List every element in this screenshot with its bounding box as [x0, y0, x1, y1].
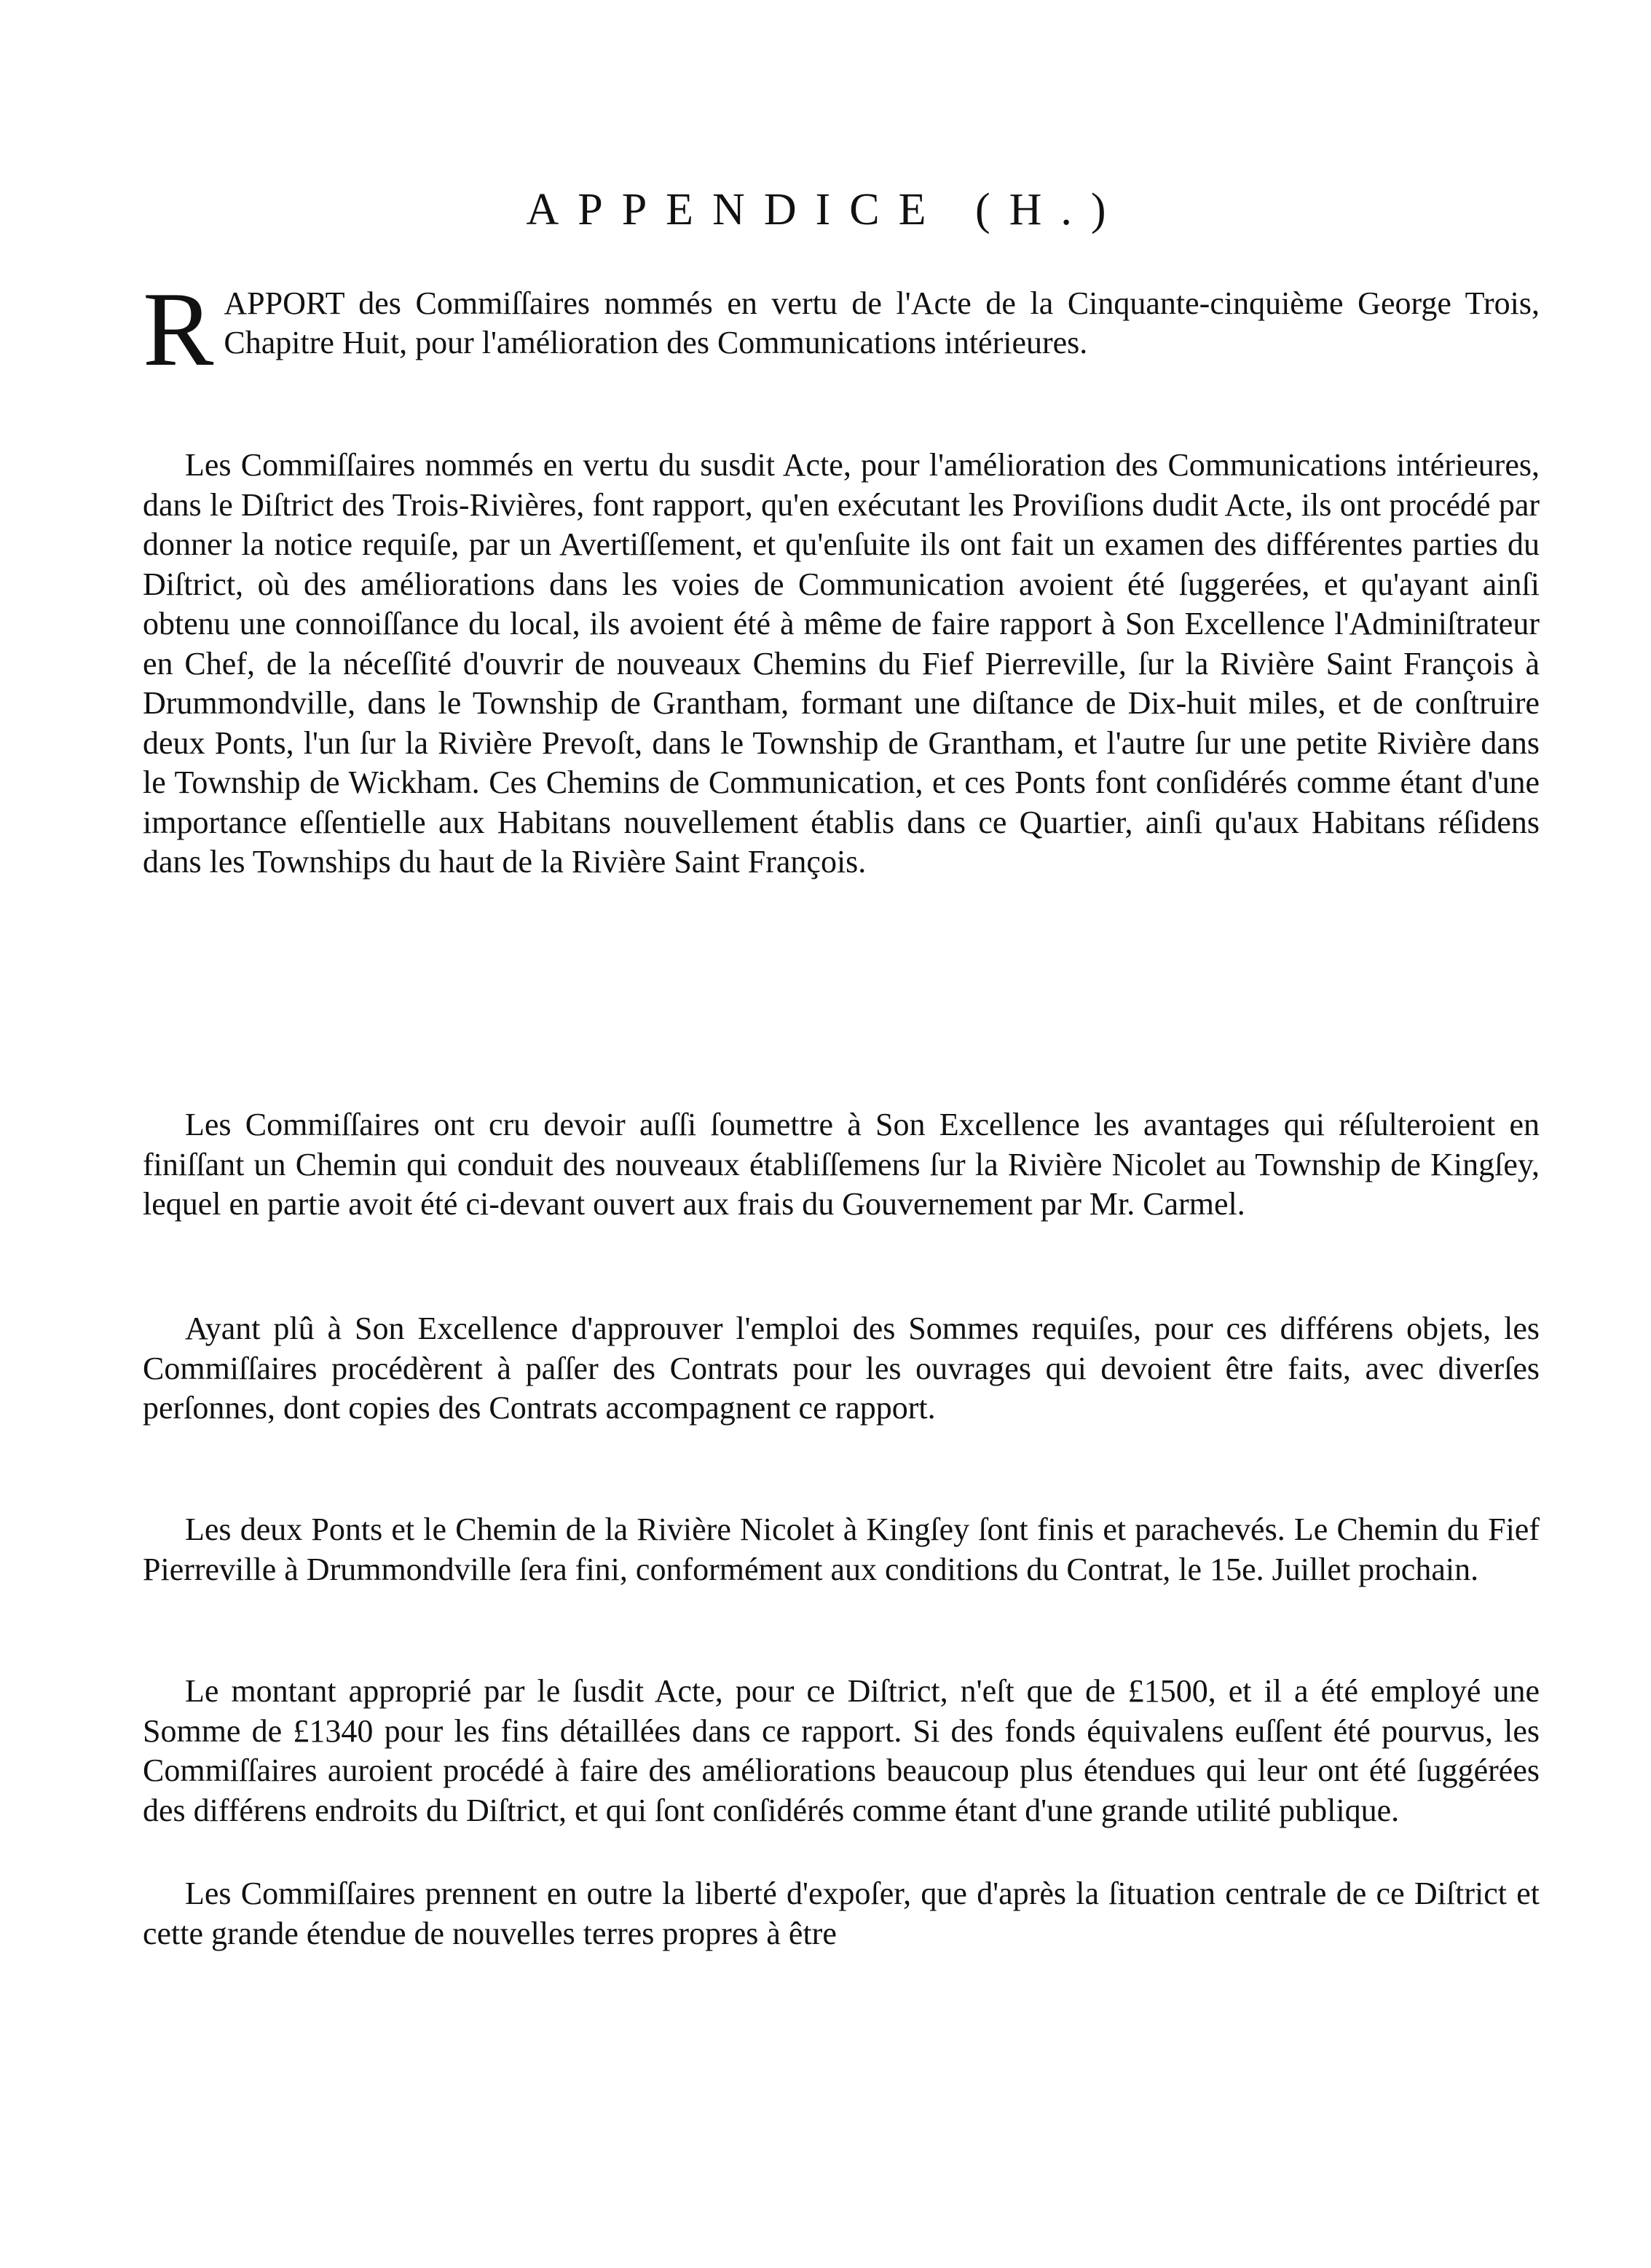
drop-cap: R [143, 270, 214, 388]
intro-text: des Commiſſaires nommés en vertu de l'Acte de la Cinquante-cinquième George Trois, Chapitre Huit, pour l'amélioration des Communications intérieures. [224, 285, 1540, 360]
page-heading: APPENDICE (H.) [526, 185, 1125, 234]
body-paragraph-6: Les Commiſſaires prennent en outre la liberté d'expoſer, que d'après la ſituation centrale de ce Diſtrict et cette grande étendue de nouvelles terres propres à être [143, 1876, 1540, 1951]
body-paragraph-5: Le montant approprié par le ſusdit Acte, pour ce Diſtrict, n'eſt que de £1500, et il a été employé une Somme de £1340 pour les fins détaillées dans ce rapport. Si des fonds équivalens euſſent été pourvus, les Commiſſaires auroient procédé à faire des améliorations beaucoup plus étendues qui leur ont été ſuggérées des différens endroits du Diſtrict, et qui ſont conſidérés comme étant d'une grande utilité publique. [143, 1673, 1540, 1828]
body-paragraph-3: Ayant plû à Son Excellence d'approuver l'emploi des Sommes requiſes, pour ces différens objets, les Commiſſaires procédèrent à paſſer des Contrats pour les ouvrages qui devoient être faits, avec diverſes perſonnes, dont copies des Contrats accompagnent ce rapport. [143, 1311, 1540, 1426]
intro-paragraph [143, 270, 1540, 388]
body-paragraph-1: Les Commiſſaires nommés en vertu du susdit Acte, pour l'amélioration des Communications intérieures, dans le Diſtrict des Trois-Rivières, font rapport, qu'en exécutant les Proviſions dudit Acte, ils ont procédé par donner la notice requiſe, par un Avertiſſement, et qu'enſuite ils ont fait un examen des différentes parties du Diſtrict, où des améliorations dans les voies de Communication avoient été ſuggerées, et qu'ayant ainſi obtenu une connoiſſance du local, ils avoient été à même de faire rapport à Son Excellence l'Adminiſtrateur en Chef, de la néceſſité d'ouvrir de nouveaux Chemins du Fief Pierreville, ſur la Rivière Saint François à Drummondville, dans le Township de Grantham, formant une diſtance de Dix-huit miles, et de conſtruire deux Ponts, l'un ſur la Rivière Prevoſt, dans le Township de Grantham, et l'autre ſur une petite Rivière dans le Township de Wickham. Ces Chemins de Communication, et ces Ponts font conſidérés comme étant d'une importance eſſentielle aux Habitans nouvellement établis dans ce Quartier, ainſi qu'aux Habitans réſidens dans les Townships du haut de la Rivière Saint François. [143, 447, 1540, 880]
body-paragraph-2: Les Commiſſaires ont cru devoir auſſi ſoumettre à Son Excellence les avantages qui réſulteroient en finiſſant un Chemin qui conduit des nouveaux établiſſemens ſur la Rivière Nicolet au Township de Kingſey, lequel en partie avoit été ci-devant ouvert aux frais du Gouvernement par Mr. Carmel. [143, 1107, 1540, 1222]
body-paragraph-4: Les deux Ponts et le Chemin de la Rivière Nicolet à Kingſey ſont finis et parachevés. Le Chemin du Fief Pierreville à Drummondville ſera fini, conformément aux conditions du Contrat, le 15e. Juillet prochain. [143, 1512, 1540, 1587]
intro-lead-word: APPORT [224, 285, 344, 321]
